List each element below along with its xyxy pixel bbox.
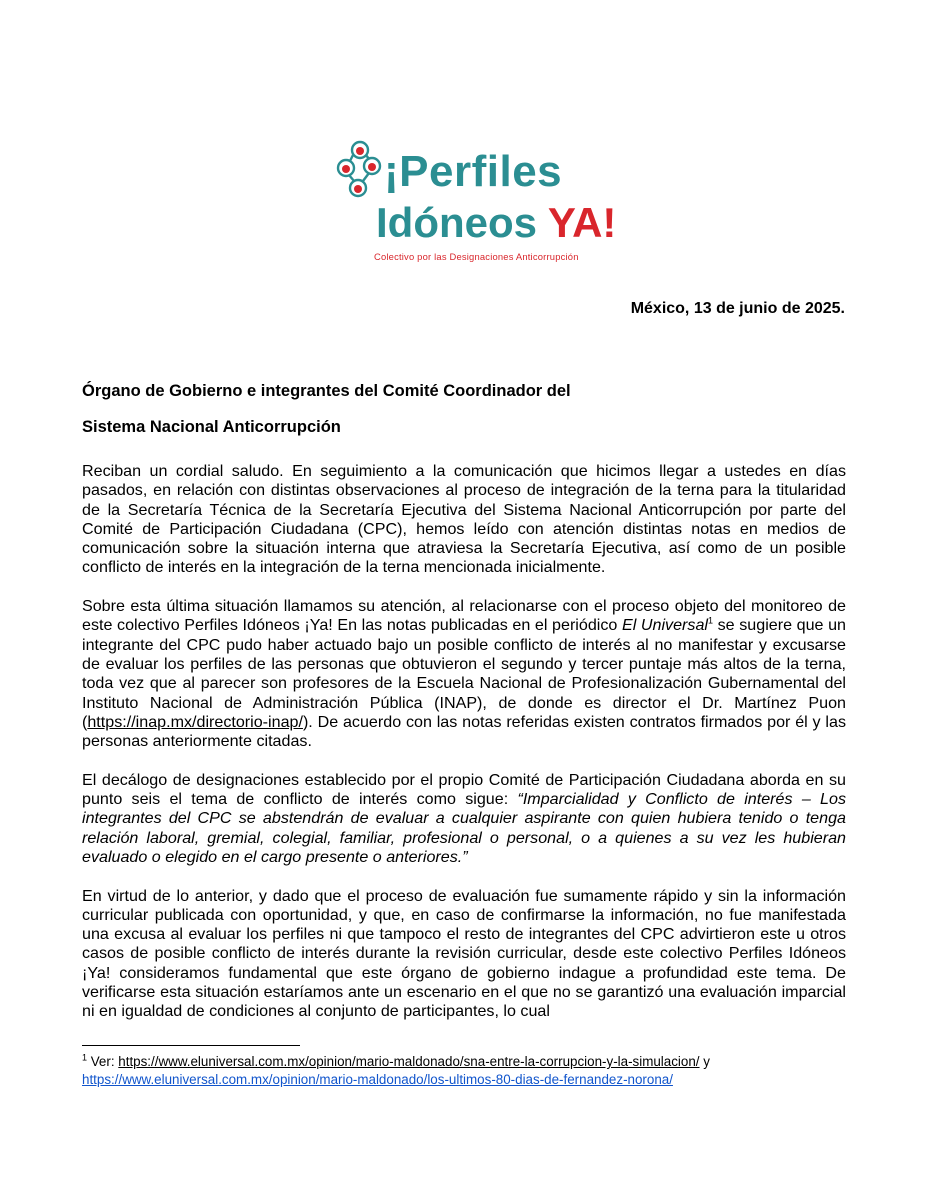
addressee-line-2: Sistema Nacional Anticorrupción	[82, 418, 341, 436]
paragraph-2-text-c: ). De acuerdo con las notas referidas existen contratos firmados por él y las personas anteriormente citadas.	[82, 712, 846, 751]
newspaper-name: El Universal	[621, 616, 708, 635]
footnote-ref: 1	[708, 616, 714, 627]
paragraph-2-text-b: se sugiere que un integrante del CPC pudo haber actuado bajo un posible conflicto de interés al no manifestar y excusarse de evaluar los perfiles de las personas que obtuvieron el segundo y tercer puntaje más altos de la terna, toda vez que al parecer son profesores de la Escuela Nacional de Profesionalización Gubernamental del Instituto Nacional de Administración Pública (INAP), de donde es director el Dr. Martínez Puon (	[82, 616, 847, 731]
paragraph-1: Reciban un cordial saludo. En seguimiento a la comunicación que hicimos llegar a ustedes en días pasados, en relación con distintas observaciones al proceso de integración de la terna para la titularidad de la Secretaría Técnica de la Secretaría Ejecutiva del Sistema Nacional Anticorrupción por parte del Comité de Participación Ciudadana (CPC), hemos leído con atención distintas notas en medios de comunicación sobre la situación interna que atraviesa la Secretaría Ejecutiva, así como de un posible conflicto de interés en la integración de la terna mencionada inicialmente.	[82, 462, 846, 577]
paragraph-3-text: El decálogo de designaciones establecido por el propio Comité de Participación Ciudadana aborda en su punto seis el tema de conflicto de interés como sigue:	[82, 770, 846, 809]
paragraph-2	[82, 597, 846, 751]
footnote-line-2	[82, 1071, 846, 1089]
footnote-middle: y	[699, 1054, 710, 1069]
letter-body	[82, 462, 846, 1022]
paragraph-2-text-a: Sobre esta última situación llamamos su atención, al relacionarse con el proceso objeto del monitoreo de este colectivo Perfiles Idóneos ¡Ya! En las notas publicadas en el periódico	[82, 597, 846, 635]
inap-directory-link[interactable]: https://inap.mx/directorio-inap/	[87, 712, 303, 731]
footnote-prefix: Ver:	[87, 1054, 119, 1069]
paragraph-4: En virtud de lo anterior, y dado que el proceso de evaluación fue sumamente rápido y sin la información curricular publicada con oportunidad, y que, en caso de confirmarse la información, no fue manifestada una excusa al evaluar los perfiles ni que tampoco el resto de integrantes del CPC advirtieron este u otros casos de posible conflicto de interés durante la revisión curricular, desde este colectivo Perfiles Idóneos ¡Ya! consideramos fundamental que este órgano de gobierno indague a profundidad este tema. De verificarse esta situación estaríamos ante un escenario en el que no se garantizó una evaluación imparcial ni en igualdad de condiciones al conjunto de participantes, lo cual	[82, 886, 846, 1021]
logo-subtitle	[376, 199, 617, 246]
decalogue-quote: “Imparcialidad y Conflicto de interés – Los integrantes del CPC se abstendrán de evaluar a cualquier aspirante con quien hubiera tenido o tenga relación laboral, gremial, colegial, familiar, profesional o personal, o a quienes a su vez les hubieran evaluado o elegido en el cargo presente o anteriores.”	[82, 790, 846, 866]
logo-subtitle-accent: YA!	[547, 199, 617, 246]
footnote-link-1[interactable]: https://www.eluniversal.com.mx/opinion/mario-maldonado/sna-entre-la-corrupcion-y-la-simulacion/	[118, 1054, 700, 1069]
footnote-number: 1	[82, 1052, 88, 1063]
letter-date: México, 13 de junio de 2025.	[630, 300, 845, 317]
footnote	[82, 1053, 846, 1089]
footnote-link-2[interactable]: https://www.eluniversal.com.mx/opinion/mario-maldonado/los-ultimos-80-dias-de-fernandez-norona/	[82, 1072, 673, 1087]
addressee-line-1: Órgano de Gobierno e integrantes del Comité Coordinador del	[82, 382, 571, 400]
footnote-divider	[82, 1045, 300, 1046]
footnote-line-1	[82, 1053, 846, 1071]
logo-tagline: Colectivo por las Designaciones Anticorrupción	[374, 251, 579, 262]
logo-subtitle-main: Idóneos	[376, 199, 548, 246]
logo-title: ¡Perfiles	[384, 147, 563, 196]
organization-logo	[336, 140, 617, 270]
addressee-block	[82, 373, 571, 445]
paragraph-3	[82, 771, 846, 867]
